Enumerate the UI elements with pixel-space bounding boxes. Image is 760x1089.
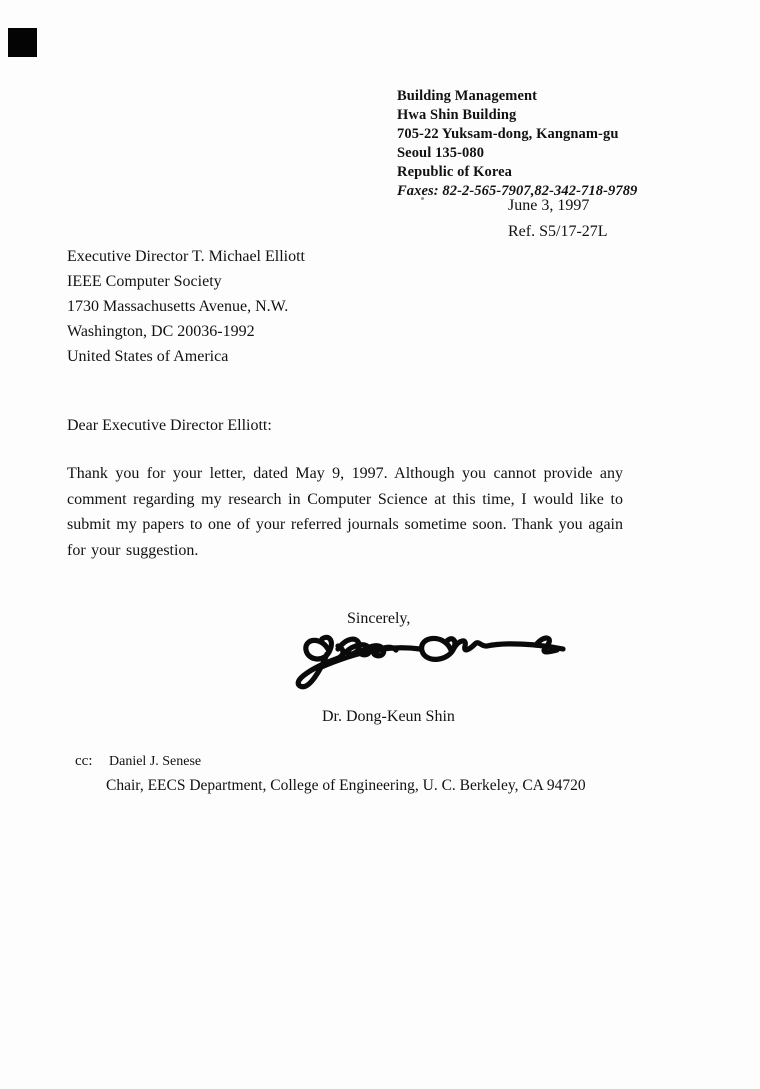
letterhead-fax-line: Faxes: 82-2-565-7907,82-342-718-9789 (397, 183, 638, 199)
letterhead-line: 705-22 Yuksam-dong, Kangnam-gu (397, 126, 619, 142)
recipient-line: IEEE Computer Society (67, 273, 222, 290)
recipient-line: Executive Director T. Michael Elliott (67, 248, 305, 265)
letterhead-line: Republic of Korea (397, 164, 513, 180)
scan-artifact-speck (421, 197, 424, 200)
handwritten-signature-icon (289, 621, 575, 711)
recipient-address-block (67, 244, 305, 369)
cc-recipient-name: Daniel J. Senese (109, 754, 202, 769)
salutation: Dear Executive Director Elliott: (67, 417, 272, 434)
letterhead-line: Building Management (397, 88, 538, 104)
letterhead-block (397, 87, 637, 201)
letterhead-line: Hwa Shin Building (397, 107, 517, 123)
scan-artifact-square (8, 28, 37, 57)
signer-name: Dr. Dong-Keun Shin (322, 708, 455, 725)
body-paragraph: Thank you for your letter, dated May 9, 1997. Although you cannot provide any comment regarding my research in Computer Science at this time, I would like to submit my papers to one of your referred journals sometime soon. Thank you again for your suggestion. (67, 465, 623, 559)
letterhead-line: Seoul 135-080 (397, 145, 485, 161)
cc-recipient-title: Chair, EECS Department, College of Engineering, U. C. Berkeley, CA 94720 (106, 777, 586, 794)
recipient-line: United States of America (67, 348, 229, 365)
cc-label: cc: (75, 753, 93, 769)
recipient-line: Washington, DC 20036-1992 (67, 323, 255, 340)
letter-reference: Ref. S5/17-27L (508, 223, 608, 240)
recipient-line: 1730 Massachusetts Avenue, N.W. (67, 298, 289, 315)
letter-date: June 3, 1997 (508, 197, 590, 214)
closing-sincerely: Sincerely, (347, 610, 411, 627)
